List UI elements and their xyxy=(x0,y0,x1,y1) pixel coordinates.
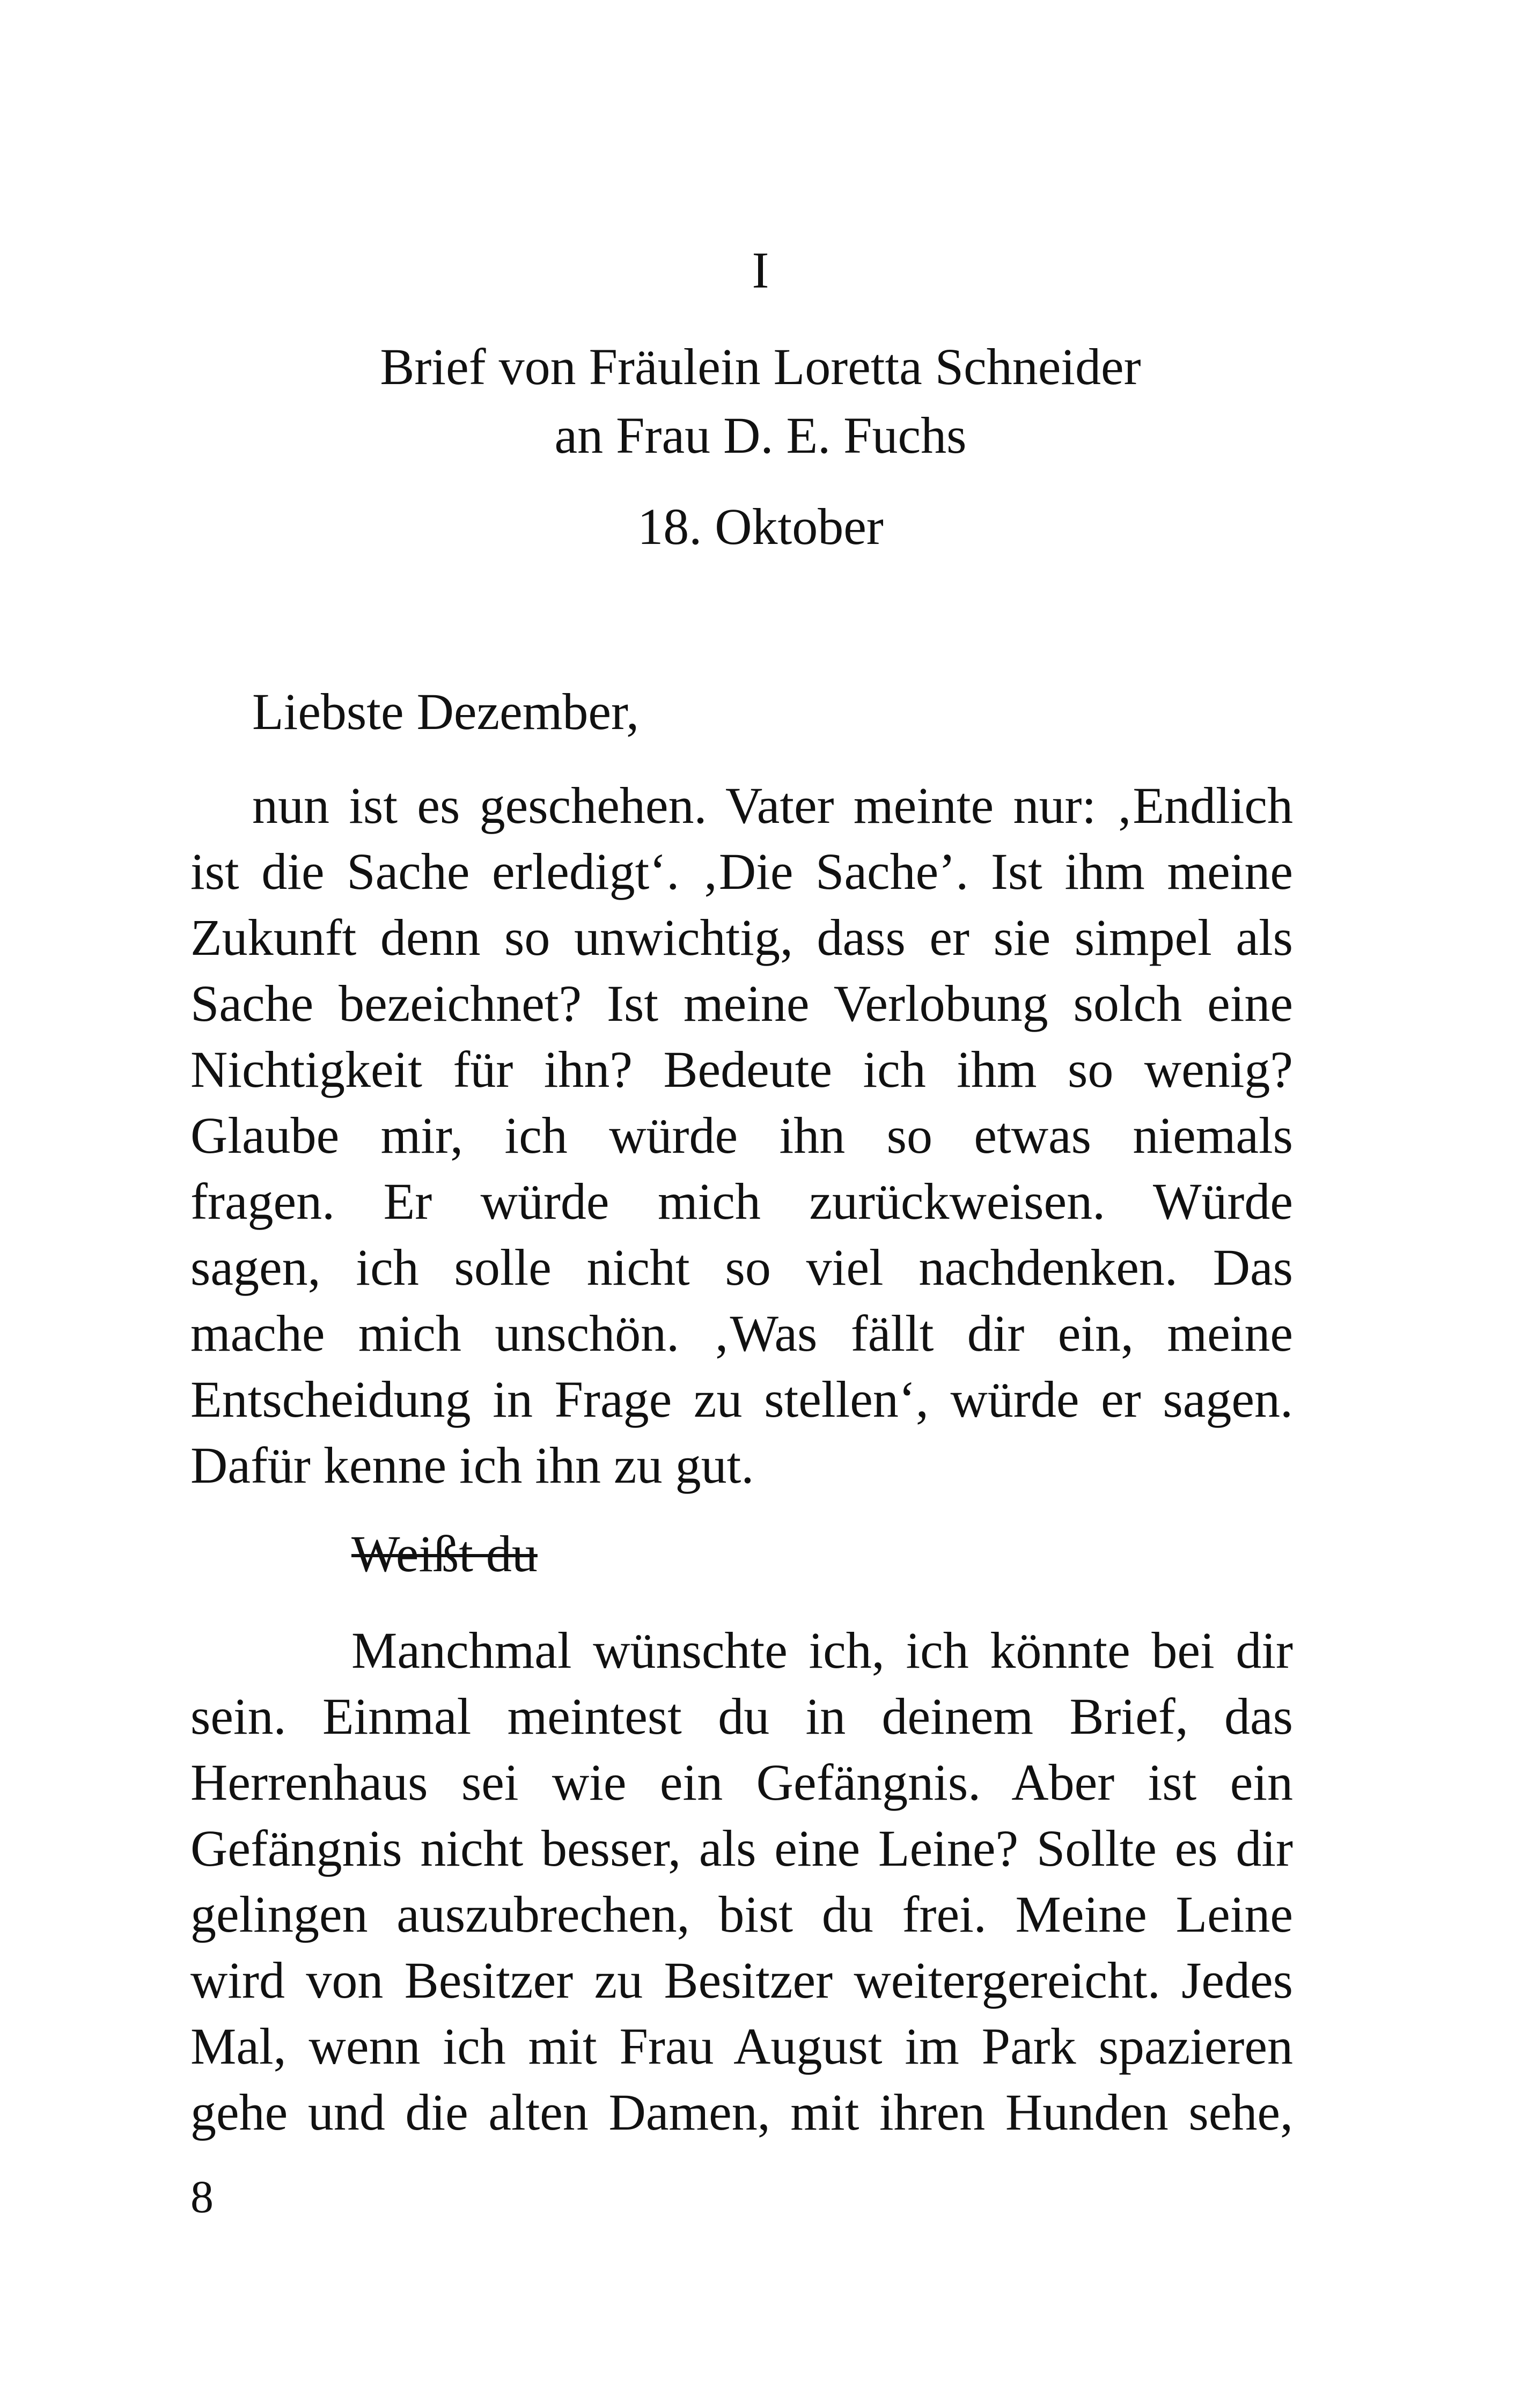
text-line: gelingen auszubrechen, bist du frei. Meine Leine xyxy=(190,1886,1293,1943)
struck-out-line-wrapper xyxy=(190,1521,1293,1587)
text-line: Entscheidung in Frage zu stellen‘, würde er sagen. xyxy=(190,1371,1293,1428)
text-line: Herrenhaus sei wie ein Gefängnis. Aber ist ein xyxy=(190,1754,1293,1811)
text-line: Dafür kenne ich ihn zu gut. xyxy=(190,1437,754,1494)
text-line: Sache bezeichnet? Ist meine Verlobung solch eine xyxy=(190,975,1293,1032)
text-line: nun ist es geschehen. Vater meinte nur: ‚Endlich xyxy=(252,777,1293,834)
struck-out-text: Weißt du xyxy=(351,1525,538,1582)
salutation xyxy=(190,679,1293,745)
text-line: sein. Einmal meintest du in deinem Brief, das xyxy=(190,1688,1293,1745)
text-line: wird von Besitzer zu Besitzer weitergereicht. Jedes xyxy=(190,1952,1293,2009)
struck-out-line xyxy=(190,1521,1293,1587)
text-line: Nichtigkeit für ihn? Bedeute ich ihm so wenig? xyxy=(190,1041,1293,1098)
text-line: Manchmal wünschte ich, ich könnte bei dir xyxy=(351,1622,1293,1679)
letter-date: 18. Oktober xyxy=(637,498,884,555)
text-line: gehe und die alten Damen, mit ihren Hunden sehe, xyxy=(190,2083,1293,2141)
text-line: Glaube mir, ich würde ihn so etwas niemals xyxy=(190,1107,1293,1164)
text-line: fragen. Er würde mich zurückweisen. Würde xyxy=(190,1173,1293,1230)
text-line: ist die Sache erledigt‘. ‚Die Sache’. Ist ihm meine xyxy=(190,843,1293,900)
paragraph-1 xyxy=(190,772,1293,1498)
letter-heading-line-2: an Frau D. E. Fuchs xyxy=(554,407,967,464)
text-line: mache mich unschön. ‚Was fällt dir ein, meine xyxy=(190,1305,1293,1362)
text-line: Zukunft denn so unwichtig, dass er sie simpel als xyxy=(190,909,1293,966)
text-line: sagen, ich solle nicht so viel nachdenken. Das xyxy=(190,1239,1293,1296)
text-line: Mal, wenn ich mit Frau August im Park spazieren xyxy=(190,2017,1293,2075)
chapter-numeral: I xyxy=(752,241,769,299)
paragraph-2 xyxy=(190,1617,1293,2145)
text-line: Gefängnis nicht besser, als eine Leine? Sollte es dir xyxy=(190,1820,1293,1877)
salutation-text: Liebste Dezember, xyxy=(252,683,640,740)
page-number: 8 xyxy=(190,2171,214,2222)
letter-heading-line-1: Brief von Fräulein Loretta Schneider xyxy=(380,338,1141,395)
